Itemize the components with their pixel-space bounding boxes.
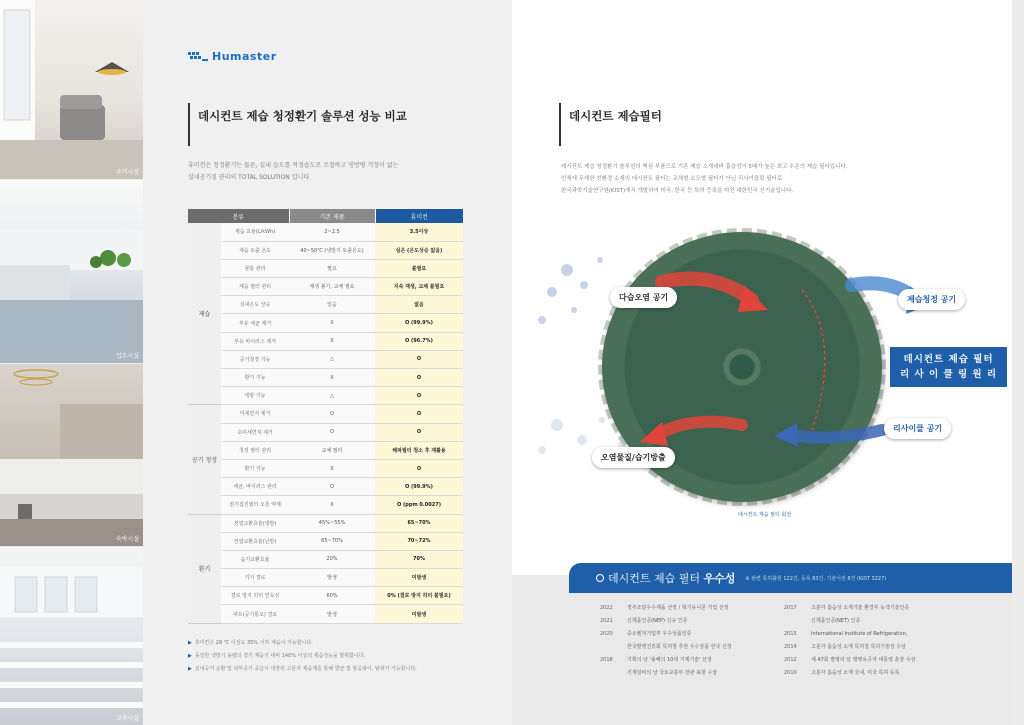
note <box>188 652 365 659</box>
award-text: 정부조달우수제품 선정 / 혁기유니콘 기업 선정 <box>627 605 729 611</box>
item-cell: 전열교환효율(냉방) <box>221 514 289 532</box>
superiority-title <box>608 570 735 586</box>
header-category: 분류 <box>188 209 289 223</box>
humicon-cell: 3.5이상 <box>375 223 463 241</box>
filter-intro <box>561 161 1001 197</box>
filter-title: 데시컨트 제습필터 <box>569 109 662 123</box>
table-row <box>188 405 463 423</box>
award-year: 2017 <box>784 604 797 611</box>
award-text: 기획의 날 '올해의 10대 기계기술' 선정 <box>627 657 712 663</box>
humicon-cell: O (99.9%) <box>375 314 463 332</box>
conventional-cell: △ <box>289 350 375 368</box>
humicon-cell: 지속 재생, 교체 불필요 <box>375 278 463 296</box>
callout-exhaust: 오염물질/습기방출 <box>592 447 675 468</box>
award-text: 중소벤처기업부 우수상품인증 <box>627 631 692 637</box>
header-humicon: 휴미컨 <box>375 209 463 223</box>
award-item <box>600 640 790 653</box>
intro-line: 인체에 무해한 친환경 소재의 데시컨트 필터는 교체형 소모형 필터가 아닌 리사이클링 필터로 <box>561 176 783 182</box>
award-year: 2012 <box>784 656 797 663</box>
item-cell: 부유 세균 제거 <box>221 314 289 332</box>
award-year: 2020 <box>600 630 613 637</box>
item-cell: 전기집진필터 오존 억제 <box>221 496 289 514</box>
office-photo <box>0 180 143 363</box>
award-text: 신제품인증(NET) 인증 <box>811 618 861 624</box>
item-cell: 청정 필터 관리 <box>221 441 289 459</box>
intro-line: 데시컨트 제습 청정환기 솔루션의 핵심 부품으로 기존 제습 소재대비 흡습성이 5배가 높은 최고 수준의 제습 필터입니다. <box>561 164 848 170</box>
conventional-cell: 60% <box>289 587 375 605</box>
humicon-cell: O (ppm 0.0027) <box>375 496 463 514</box>
table-body <box>188 223 463 623</box>
mechanism-line: 리 사 이 클 링 원 리 <box>900 369 998 380</box>
conventional-cell: X <box>289 496 375 514</box>
humicon-cell: 65~70% <box>375 514 463 532</box>
item-cell: 초미세먼지 제거 <box>221 423 289 441</box>
conventional-cell: X <box>289 459 375 477</box>
item-cell: 습기교환효율 <box>221 550 289 568</box>
item-cell: 세균, 바이러스 관리 <box>221 478 289 496</box>
right-page <box>512 0 1024 725</box>
award-item <box>600 627 790 640</box>
table-row <box>188 569 463 587</box>
classroom-scene-icon <box>0 547 143 725</box>
award-text: 제 47회 발명의 날 발명유공자 대통령 훈장 수상 <box>811 657 916 663</box>
school-photo <box>0 547 143 725</box>
table-row <box>188 550 463 568</box>
humicon-cell: 불필요 <box>375 259 463 277</box>
table-row <box>188 369 463 387</box>
callout-humid-air: 다습오염 공기 <box>610 287 677 308</box>
callout-recycle-air: 리사이클 공기 <box>884 418 951 439</box>
item-cell: 전열교환효율(난방) <box>221 532 289 550</box>
table-header-row <box>188 209 463 223</box>
award-text: International Institute of Refrigeration, <box>811 630 908 637</box>
table-row <box>188 532 463 550</box>
award-item <box>600 614 790 627</box>
table-row <box>188 423 463 441</box>
item-cell: 미세먼지 제거 <box>221 405 289 423</box>
conventional-cell: 발생 <box>289 569 375 587</box>
table-row <box>188 387 463 405</box>
conventional-cell: 재생 불가, 교체 필요 <box>289 278 375 296</box>
photo-caption: 주거시설 <box>115 169 139 176</box>
note-text: 휴미컨은 28 ℃ 이상도 35% 이하 제습이 가능합니다. <box>194 640 313 646</box>
humicon-cell: O (96.7%) <box>375 332 463 350</box>
table-row <box>188 459 463 477</box>
conventional-cell: 있음 <box>289 296 375 314</box>
table-row <box>188 441 463 459</box>
award-year: 2018 <box>600 656 613 663</box>
title-bar <box>559 103 561 146</box>
conventional-cell: 40~50℃ (냉방기 토출온도) <box>289 241 375 259</box>
table-row <box>188 496 463 514</box>
humicon-cell: 70~72% <box>375 532 463 550</box>
conventional-cell: O <box>289 423 375 441</box>
table-row <box>188 314 463 332</box>
conventional-cell: X <box>289 314 375 332</box>
table-row <box>188 278 463 296</box>
title-bar <box>188 103 190 146</box>
conventional-cell: △ <box>289 387 375 405</box>
note <box>188 639 313 646</box>
conventional-cell: 20% <box>289 550 375 568</box>
photo-caption: 업무시설 <box>115 353 139 360</box>
conventional-cell: X <box>289 332 375 350</box>
item-cell: 실내온도 상승 <box>221 296 289 314</box>
award-item <box>600 601 790 614</box>
category-cell: 환기 <box>188 514 221 623</box>
item-cell: 제습 필터 관리 <box>221 278 289 296</box>
mechanism-label <box>890 347 1007 387</box>
humicon-cell: 없음 <box>375 296 463 314</box>
superiority-title-prefix: 데시컨트 제습 필터 <box>608 572 704 585</box>
humicon-cell: O <box>375 369 463 387</box>
item-cell: 환기 기능 <box>221 459 289 477</box>
humicon-cell: 헤파필터 청소 후 재활용 <box>375 441 463 459</box>
hotel-scene-icon <box>0 364 143 546</box>
table-row <box>188 514 463 532</box>
triangle-bullet-icon: ▶ <box>188 666 192 672</box>
award-year: 2014 <box>784 643 797 650</box>
office-scene-icon <box>0 180 143 363</box>
category-cell: 공기 청정 <box>188 405 221 514</box>
conventional-cell: O <box>289 478 375 496</box>
award-item <box>600 666 790 679</box>
humicon-cell: 실온 (온도상승 없음) <box>375 241 463 259</box>
triangle-bullet-icon: ▶ <box>188 653 192 659</box>
conventional-cell: 교체 필터 <box>289 441 375 459</box>
award-text: 고분자 흡습성 소재기술 환경부 녹색기술인증 <box>811 605 910 611</box>
photo-strip <box>0 0 143 725</box>
table-row <box>188 296 463 314</box>
mechanism-line: 데시컨트 제습 필터 <box>903 354 994 365</box>
superiority-banner <box>569 563 1012 593</box>
conventional-cell: 65~70% <box>289 532 375 550</box>
table-row <box>188 478 463 496</box>
award-item <box>784 601 994 614</box>
page-edge <box>1012 0 1024 725</box>
intro-line: 실내공기질 관리의 TOTAL SOLUTION 입니다. <box>188 174 311 181</box>
note-text: 동일한 냉방기 용량의 경기 제습기 대비 140% 이상의 제습성능을 발휘합니다. <box>194 653 366 659</box>
conventional-cell: 2~2.5 <box>289 223 375 241</box>
table-row <box>188 259 463 277</box>
header-conventional: 기존 제품 <box>289 209 375 223</box>
table-row <box>188 223 463 241</box>
conventional-cell: 필요 <box>289 259 375 277</box>
award-year: 2015 <box>784 630 797 637</box>
category-cell: 제습 <box>188 223 221 405</box>
table-row <box>188 241 463 259</box>
table-row <box>188 332 463 350</box>
award-year: 2010 <box>784 669 797 676</box>
item-cell: 결로 방지 히터 연속성 <box>221 587 289 605</box>
award-text: 고분자 흡습성 소재 국내, 미국 특허 등록 <box>811 670 900 676</box>
item-cell: 부유 바이러스 제거 <box>221 332 289 350</box>
award-item <box>600 653 790 666</box>
awards-list-left <box>600 601 790 679</box>
rotation-note: 데시컨트 제습 필터 회전 <box>738 512 792 518</box>
callout-clean-air: 제습청정 공기 <box>898 289 965 310</box>
page-title: 데시컨트 제습 청정환기 솔루션 성능 비교 <box>198 109 407 123</box>
triangle-bullet-icon: ▶ <box>188 640 192 646</box>
conventional-cell: 발생 <box>289 605 375 623</box>
photo-caption: 숙박시설 <box>115 536 139 543</box>
humicon-cell: O <box>375 423 463 441</box>
note <box>188 665 417 672</box>
item-cell: 기기 결로 <box>221 569 289 587</box>
item-cell: 환기 기능 <box>221 369 289 387</box>
residential-photo <box>0 0 143 179</box>
humicon-cell: 미발생 <box>375 569 463 587</box>
hotel-photo <box>0 364 143 546</box>
superiority-title-bold: 우수성 <box>703 572 736 585</box>
humicon-cell: 미발생 <box>375 605 463 623</box>
item-cell: 공기청정 기능 <box>221 350 289 368</box>
item-cell: 냉방 기능 <box>221 387 289 405</box>
table-row <box>188 350 463 368</box>
humicon-cell: O (99.9%) <box>375 478 463 496</box>
left-page <box>143 0 512 725</box>
circle-icon <box>596 574 604 582</box>
award-item <box>784 653 994 666</box>
conventional-cell: 45%~55% <box>289 514 375 532</box>
humicon-cell: 70% <box>375 550 463 568</box>
photo-caption: 교육시설 <box>115 715 139 722</box>
intro-line: 휴미컨은 청정환기는 물론, 실내 습도를 적정습도로 조절하고 냉방병 걱정이 없는 <box>188 162 399 169</box>
award-text: 기계설비의 날 국토교통부 장관 표창 수상 <box>627 670 718 676</box>
award-text: 신제품인증(NEP) 신규 인증 <box>627 618 688 624</box>
residential-scene-icon <box>0 0 143 179</box>
intro-line: 한국과학기술연구원(KIST)에서 개발하여 미국, 한국 등 특허 등록을 마친 대한민국 신기술입니다. <box>561 188 794 194</box>
item-cell: 덕트(공기통로) 결로 <box>221 605 289 623</box>
humicon-cell: O <box>375 459 463 477</box>
comparison-table <box>188 209 463 624</box>
award-item <box>784 666 994 679</box>
conventional-cell: O <box>289 405 375 423</box>
brand-logo <box>188 50 277 63</box>
award-year: 2021 <box>600 617 613 624</box>
conventional-cell: X <box>289 369 375 387</box>
table-row <box>188 587 463 605</box>
humicon-cell: O <box>375 405 463 423</box>
award-text: 고분자 흡습성 소재 특허청 특허기술상 수상 <box>811 644 906 650</box>
award-year: 2022 <box>600 604 613 611</box>
logo-mark-icon <box>188 51 208 63</box>
humicon-cell: O <box>375 387 463 405</box>
note-text: 실내공기 순환 및 외부공기 공급시 내장된 고분자 제습제를 통해 향균 및 항곰팡이, 탈취가 가능합니다. <box>194 666 417 672</box>
table-row <box>188 605 463 623</box>
award-text: 한국발명진흥회 특허청 추천 우수상품 한국 신청 <box>627 644 732 650</box>
intro-text <box>188 160 488 184</box>
logo-text: Humaster <box>212 50 277 63</box>
humicon-cell: 0% (결로 방지 히터 불필요) <box>375 587 463 605</box>
superiority-sub: ※ 관련 특허출원 122건, 등록 83건, 기술이전 8건 (KIST 3227) <box>745 575 887 582</box>
award-item <box>784 614 994 627</box>
item-cell: 물통 관리 <box>221 259 289 277</box>
diagram-area <box>512 0 1012 575</box>
item-cell: 제습 토출 온도 <box>221 241 289 259</box>
award-item <box>784 640 994 653</box>
awards-list-right <box>784 601 994 679</box>
award-item <box>784 627 994 640</box>
humicon-cell: O <box>375 350 463 368</box>
item-cell: 제습 효율(L/kWh) <box>221 223 289 241</box>
